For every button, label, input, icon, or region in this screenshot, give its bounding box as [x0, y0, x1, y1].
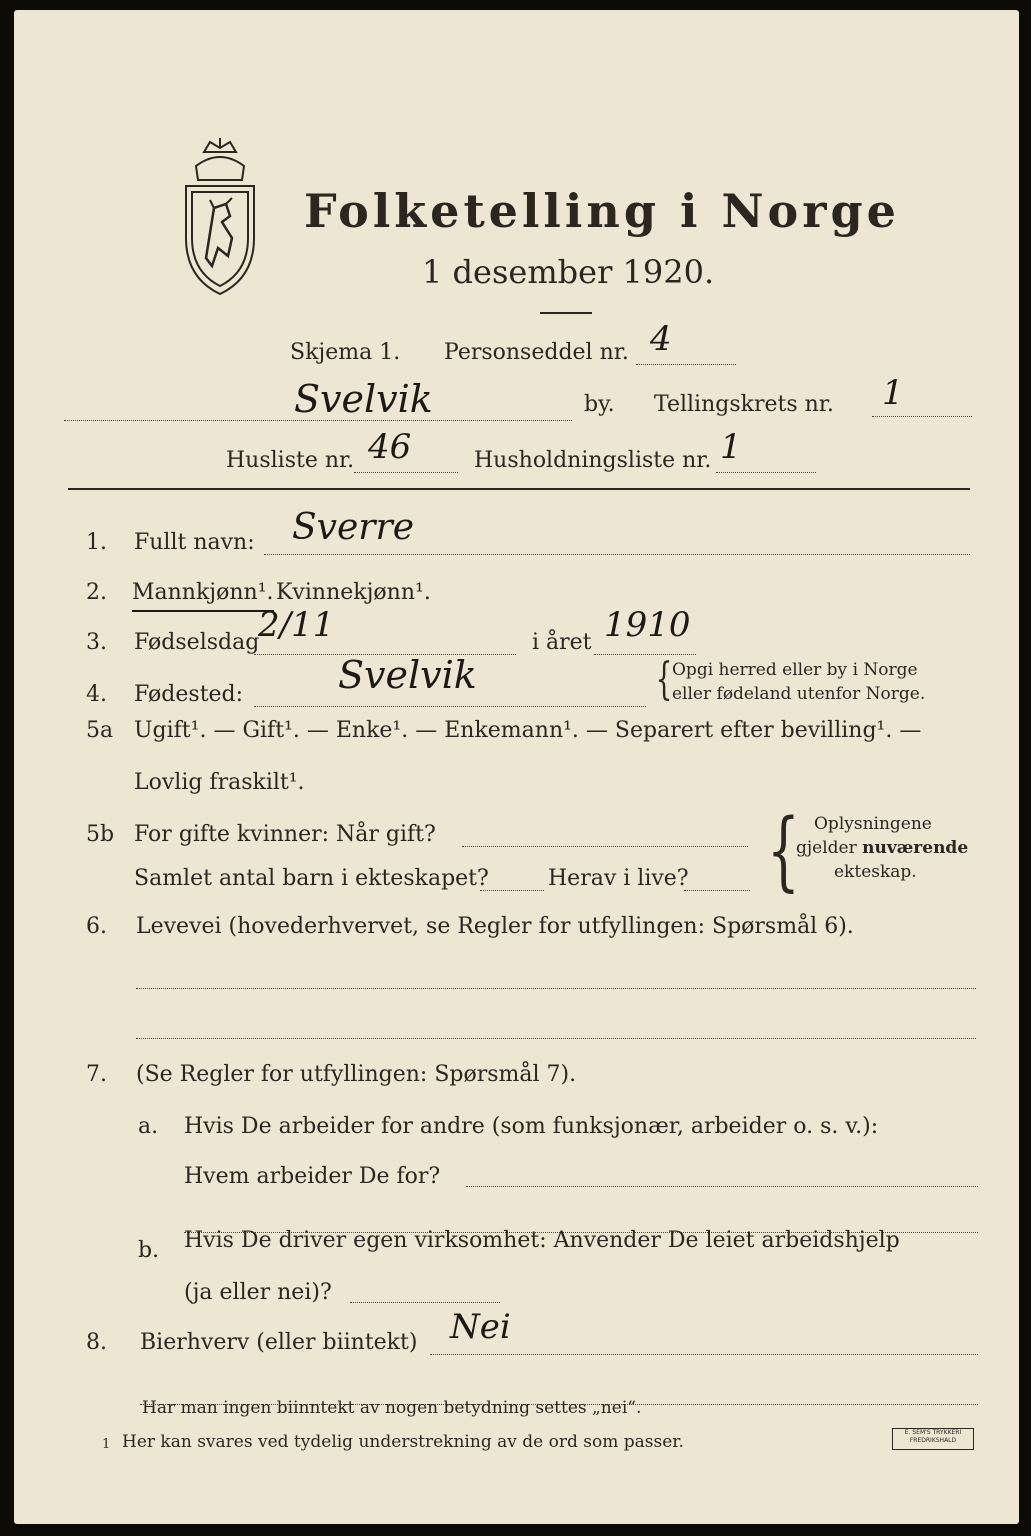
q4-number: 4.	[86, 682, 107, 707]
q1-number: 1.	[86, 530, 107, 555]
q7a-number: a.	[138, 1114, 159, 1139]
q7-label: (Se Regler for utfyllingen: Spørsmål 7).	[136, 1062, 577, 1087]
footer-note: Har man ingen biinntekt av nogen betydning settes „nei“.	[142, 1398, 642, 1418]
tellingskrets-label: Tellingskrets nr.	[654, 392, 834, 417]
q5b-children-label: Samlet antal barn i ekteskapet?	[134, 866, 489, 891]
husliste-value[interactable]: 46	[368, 427, 412, 467]
male-option[interactable]: Mannkjønn¹.	[132, 582, 274, 612]
side-income-value[interactable]: Nei	[450, 1307, 511, 1347]
q5b-alive-label: Herav i live?	[548, 866, 689, 891]
married-when-line	[462, 846, 748, 847]
q5b-number: 5b	[86, 822, 115, 847]
by-label: by.	[584, 392, 615, 417]
alive-line	[684, 890, 750, 891]
personseddel-label: Personseddel nr.	[444, 340, 629, 365]
printer-line2: FREDRIKSHALD	[909, 1437, 957, 1444]
q5b-note-line1: Oplysningene	[814, 814, 932, 834]
q4-note-line2: eller fødeland utenfor Norge.	[672, 684, 926, 704]
personseddel-line	[636, 364, 736, 365]
coat-of-arms-icon	[174, 138, 266, 298]
husliste-label: Husliste nr.	[226, 448, 355, 473]
q7a-line2: Hvem arbeider De for?	[184, 1164, 441, 1189]
city-value[interactable]: Svelvik	[294, 377, 433, 421]
q2-number: 2.	[86, 580, 107, 605]
printer-stamp	[892, 1428, 974, 1450]
q5b-note-brace: {	[766, 801, 800, 901]
q4-note-brace: {	[655, 654, 673, 705]
year-value[interactable]: 1910	[604, 605, 691, 645]
tellingskrets-value[interactable]: 1	[882, 373, 904, 413]
husholdning-label: Husholdningsliste nr.	[474, 448, 712, 473]
q4-label: Fødested:	[134, 682, 244, 707]
divorced-option[interactable]: Lovlig fraskilt¹.	[134, 770, 305, 795]
q8-number: 8.	[86, 1330, 107, 1355]
personseddel-value[interactable]: 4	[650, 319, 672, 359]
hired-help-line	[350, 1302, 500, 1303]
skjema-label: Skjema 1.	[290, 340, 401, 365]
q5a-number: 5a	[86, 718, 114, 743]
employer-line	[466, 1186, 978, 1187]
occupation-line-1	[136, 988, 976, 989]
printer-line1: E. SEM'S TRYKKERI	[904, 1429, 962, 1436]
q8-label: Bierhverv (eller biintekt)	[140, 1330, 418, 1355]
title-divider	[540, 312, 592, 314]
tellingskrets-line	[872, 416, 972, 417]
year-label: i året	[532, 630, 592, 655]
marital-status-options[interactable]: Ugift¹. — Gift¹. — Enke¹. — Enkemann¹. — Separert efter bevilling¹. —	[134, 718, 922, 743]
q7b-line2: (ja eller nei)?	[184, 1280, 332, 1305]
q7b-number: b.	[138, 1238, 160, 1263]
q1-line	[264, 554, 970, 555]
husholdning-line	[716, 472, 816, 473]
q3-label: Fødselsdag	[134, 630, 260, 655]
footnote-number: 1	[102, 1437, 111, 1452]
q5b-married-when-label: For gifte kvinner: Når gift?	[134, 822, 436, 847]
birthday-value[interactable]: 2/11	[258, 605, 335, 645]
husliste-line	[354, 472, 458, 473]
form-title: Folketelling i Norge	[304, 184, 900, 238]
census-date: 1 desember 1920.	[422, 253, 715, 291]
occupation-line-2	[136, 1038, 976, 1039]
header-separator	[68, 488, 970, 490]
birthplace-value[interactable]: Svelvik	[338, 653, 477, 697]
q7-number: 7.	[86, 1062, 107, 1087]
q6-number: 6.	[86, 914, 107, 939]
q7a-line1: Hvis De arbeider for andre (som funksjonær, arbeider o. s. v.):	[184, 1114, 879, 1139]
q6-label: Levevei (hovederhvervet, se Regler for utfyllingen: Spørsmål 6).	[136, 914, 854, 939]
side-income-line	[430, 1354, 978, 1355]
full-name-value[interactable]: Sverre	[292, 507, 415, 548]
q5b-note-line2: gjelder nuværende	[796, 838, 969, 858]
q1-label: Fullt navn:	[134, 530, 255, 555]
children-line	[480, 890, 544, 891]
year-line	[594, 654, 696, 655]
census-form	[14, 10, 1019, 1524]
q4-note-line1: Opgi herred eller by i Norge	[672, 660, 918, 680]
footnote-text: Her kan svares ved tydelig understrekning av de ord som passer.	[122, 1432, 684, 1452]
q3-number: 3.	[86, 630, 107, 655]
female-option[interactable]: Kvinnekjønn¹.	[276, 580, 431, 605]
q7b-line1: Hvis De driver egen virksomhet: Anvender De leiet arbeidshjelp	[184, 1228, 900, 1253]
birthplace-line	[254, 706, 646, 707]
husholdning-value[interactable]: 1	[720, 427, 742, 467]
q5b-note-line3: ekteskap.	[834, 862, 917, 882]
